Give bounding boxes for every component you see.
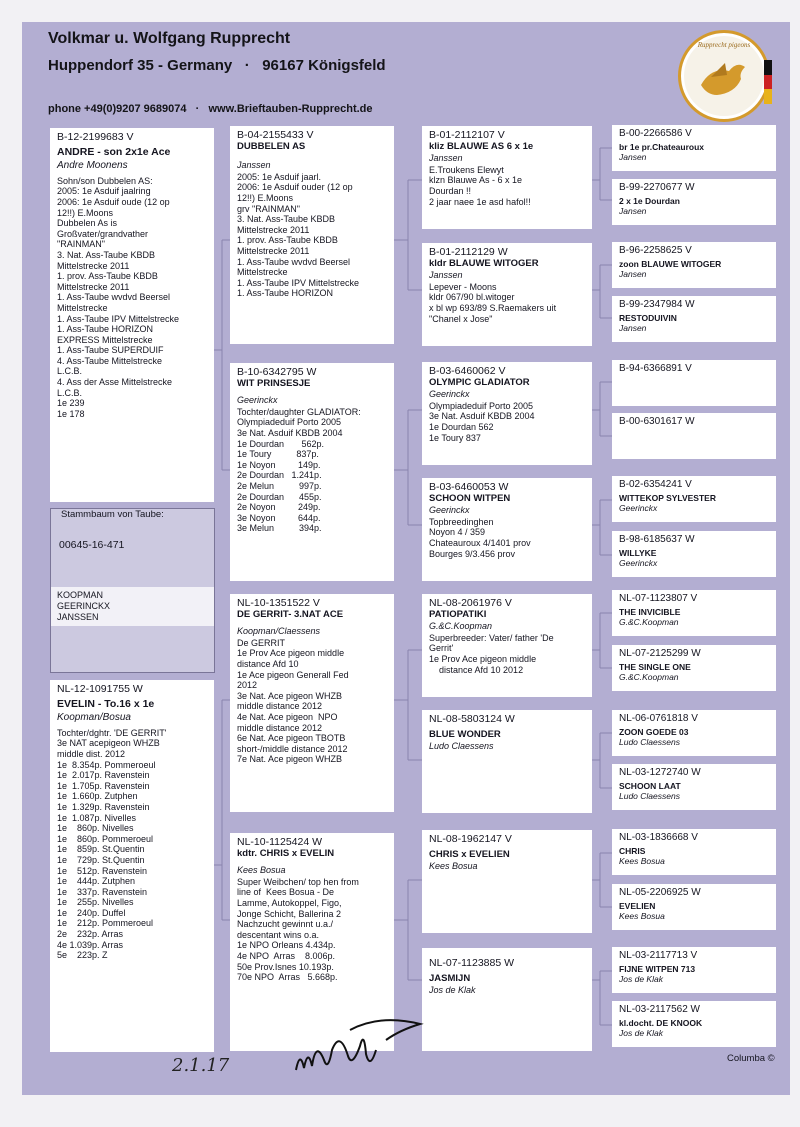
ggg-ring: B-00-6301617 W [619,416,695,427]
gp-results [237,877,387,983]
ggp-ring: NL-08-1962147 V [429,833,512,845]
result-line: 1. Ass-Taube SUPERDUIF [57,345,164,356]
great-great-grandparent-card [612,1001,776,1047]
result-line: 3e Nat. Ace pigeon WHZB [237,690,343,701]
result-line: grv "RAINMAN" [237,203,300,214]
result-line: klzn Blauwe As - 6 x 1e [429,175,523,186]
ggg-ring: B-02-6354241 V [619,479,692,490]
result-line: Bourges 9/3.456 prov [429,548,516,559]
result-line: Olympiadeduif Porto 2005 [429,400,534,411]
result-line: short-/middle distance 2012 [237,743,348,754]
result-line: Jonge Schicht, Ballerina 2 [237,908,342,919]
ggg-breeder: Jos de Klak [619,974,663,985]
result-line: 1. Ass-Taube HORIZON [237,288,334,299]
result-line: Mittelstrecke 2011 [57,281,130,292]
lineage-line: GEERINCKX [57,601,111,611]
result-line: 1e 512p. Ravenstein [57,865,148,876]
ggg-ring: NL-03-2117713 V [619,950,698,961]
result-line: Noyon 4 / 359 [429,527,486,538]
ggg-breeder: Geerinckx [619,503,658,514]
ggp-name: JASMIJN [429,972,471,984]
ggg-name: WITTEKOP SYLVESTER [619,492,716,503]
ggg-breeder: Ludo Claessens [619,791,680,802]
result-line: 1. prov. Ass-Taube KBDB [237,235,338,246]
ggg-ring: B-99-2347984 W [619,299,695,310]
dam-results [57,728,207,961]
result-line: 5e 223p. Z [57,950,108,961]
ggp-breeder: Geerinckx [429,505,470,516]
great-great-grandparent-card [612,590,776,636]
result-line: middle dist. 2012 [57,748,126,759]
result-line: Superbreeder: Vater/ father 'De [429,632,554,643]
ggg-name: EVELIEN [619,900,656,911]
result-line: 1e 729p. St.Quentin [57,854,145,865]
ggg-name: SCHOON LAAT [619,780,681,791]
result-line: 3e Nat. Asduif KBDB 2004 [429,411,535,422]
signature-date: 2.1.17 [172,1055,230,1076]
result-line: 1. Ass-Taube HORIZON [57,324,154,335]
result-line: 3. Nat. Ass-Taube KBDB [57,249,156,260]
dam-card [50,680,214,1052]
result-line: 12!!) E.Moons [237,192,294,203]
gp-name: DE GERRIT- 3.NAT ACE [237,608,344,620]
sire-card [50,128,214,502]
ggg-ring: B-99-2270677 W [619,182,695,193]
ggg-breeder: Ludo Claessens [619,737,680,748]
gp-name: WIT PRINSESJE [237,377,311,389]
result-line: 1e 239 [57,398,85,409]
result-line: Tochter/daughter GLADIATOR: [237,406,361,417]
ggp-ring: B-03-6460053 W [429,481,509,493]
ggp-results [429,165,585,207]
ggg-ring: NL-07-1123807 V [619,593,698,604]
dam-ring: NL-12-1091755 W [57,683,143,695]
result-line: 1e 212p. Pommeroeul [57,918,154,929]
result-line: "RAINMAN" [57,239,105,250]
ggp-breeder: Janssen [429,270,463,281]
result-line: 1e Toury 837p. [237,449,319,460]
lineage-line: JANSSEN [57,612,99,622]
result-line: 1. Ass-Taube wvdvd Beersel [57,292,171,303]
result-line: 1e Dourdan 562p. [237,438,325,449]
ggg-breeder: Jansen [619,206,647,217]
ggg-breeder: Jansen [619,269,647,280]
result-line: line of Kees Bosua - De [237,887,335,898]
great-great-grandparent-card [612,242,776,288]
ggg-ring: NL-03-2117562 W [619,1004,700,1015]
ggg-name: 2 x 1e Dourdan [619,195,680,206]
result-line: 70e NPO Arras 5.668p. [237,972,338,983]
ggp-breeder: G.&C.Koopman [429,621,493,632]
grandparent-card [230,594,394,812]
gp-name: DUBBELEN AS [237,140,306,152]
result-line: 1. Ass-Taube wvdvd Beersel [237,256,351,267]
gp-ring: NL-10-1351522 V [237,597,320,609]
result-line: Gerrit' [429,643,454,654]
result-line: L.C.B. [57,387,83,398]
ggp-name: BLUE WONDER [429,728,501,740]
ggg-breeder: Kees Bosua [619,856,665,867]
publisher-mark: Columba © [727,1053,775,1064]
ggp-ring: B-03-6460062 V [429,365,506,377]
result-line: 2e Noyon 249p. [237,502,321,513]
ggg-name: WILLYKE [619,547,657,558]
result-line: 1. Ass-Taube IPV Mittelstrecke [57,313,180,324]
result-line: 1. prov. Ass-Taube KBDB [57,271,158,282]
sire-breeder: Andre Moonens [57,160,128,172]
result-line: 3. Nat. Ass-Taube KBDB [237,214,336,225]
ggg-breeder: Jos de Klak [619,1028,663,1039]
great-great-grandparent-card [612,413,776,459]
great-grandparent-card [422,948,592,1051]
result-line: Mittelstrecke 2011 [237,224,310,235]
gp-results [237,638,387,765]
result-line: 2e Dourdan 1.241p. [237,470,322,481]
gp-ring: B-04-2155433 V [237,129,314,141]
result-line: 1e 1.660p. Zutphen [57,791,138,802]
result-line: 2006: 1e Asduif oude (12 op [57,196,170,207]
gp-breeder: Kees Bosua [237,865,286,876]
result-line: De GERRIT [237,637,286,648]
gp-ring: B-10-6342795 W [237,366,317,378]
grandparent-card [230,363,394,581]
ggg-ring: NL-06-0761818 V [619,713,698,724]
ggp-results [429,282,585,324]
result-line: 1e 860p. Pommeroeul [57,833,154,844]
ggg-name: kl.docht. DE KNOOK [619,1017,703,1028]
result-line: 1e Ace pigeon Generall Fed [237,669,349,680]
subject-ring: 00645-16-471 [59,539,125,551]
result-line: 1e 337p. Ravenstein [57,886,148,897]
result-line: "Chanel x Jose" [429,313,493,324]
ggg-ring: NL-07-2125299 W [619,648,701,659]
result-line: 2e Melun 997p. [237,480,322,491]
result-line: 1e Toury 837 [429,432,481,443]
ggp-ring: NL-08-2061976 V [429,597,512,609]
result-line: 1e 859p. St.Quentin [57,844,145,855]
great-grandparent-card [422,243,592,346]
ggp-ring: NL-07-1123885 W [429,957,515,969]
dam-breeder: Koopman/Bosua [57,712,131,724]
gp-breeder: Geerinckx [237,395,278,406]
result-line: 3e Melun 394p. [237,523,322,534]
sire-ring: B-12-2199683 V [57,131,134,143]
ggg-name: zoon BLAUWE WITOGER [619,258,722,269]
ggg-ring: B-94-6366891 V [619,363,692,374]
result-line: 2 jaar naee 1e asd hafol!! [429,196,531,207]
ggg-name: FIJNE WITPEN 713 [619,963,696,974]
result-line: Chateauroux 4/1401 prov [429,537,531,548]
ggg-ring: B-98-6185637 W [619,534,695,545]
ggg-name: THE SINGLE ONE [619,661,691,672]
ggg-ring: NL-03-1836668 V [619,832,698,843]
ggp-breeder: Geerinckx [429,389,470,400]
result-line: Sohn/son Dubbelen AS: [57,175,153,186]
result-line: 2012 [237,680,258,691]
ggg-breeder: Jansen [619,152,647,163]
ggp-name: OLYMPIC GLADIATOR [429,376,530,388]
subject-label: Stammbaum von Taube: [61,509,164,520]
ggp-name: SCHOON WITPEN [429,492,511,504]
ggp-ring: B-01-2112129 W [429,246,508,258]
great-great-grandparent-card [612,764,776,810]
result-line: E.Troukens Elewyt [429,164,504,175]
great-great-grandparent-card [612,125,776,171]
ggp-breeder: Kees Bosua [429,861,478,872]
result-line: 1e Noyon 149p. [237,459,321,470]
result-line: x bl wp 693/89 S.Raemakers uit [429,302,557,313]
ggp-name: CHRIS x EVELIEN [429,848,510,860]
result-line: 4e 1.039p. Arras [57,939,124,950]
handwritten-signature [290,1010,430,1080]
sire-name: ANDRE - son 2x1e Ace [57,145,171,158]
gp-breeder: Koopman/Claessens [237,626,321,637]
breeder-address: Huppendorf 35 - Germany · 96167 Königsfeld [48,57,386,74]
result-line: 4e NPO Arras 8.006p. [237,950,336,961]
result-line: 2006: 1e Asduif ouder (12 op [237,182,353,193]
ggp-breeder: Janssen [429,153,463,164]
result-line: 2005: 1e Asduif jaarl. [237,171,322,182]
ggg-name: ZOON GOEDE 03 [619,726,689,737]
subject-pigeon-box [50,508,215,673]
great-grandparent-card [422,830,592,933]
grandparent-card [230,126,394,344]
ggg-breeder: Kees Bosua [619,911,665,922]
result-line: 1e 860p. Nivelles [57,823,134,834]
gp-breeder: Janssen [237,160,271,171]
gp-results [237,407,387,534]
result-line: 1e 8.354p. Pommeroeul [57,759,156,770]
ggg-name: RESTODUIVIN [619,312,677,323]
result-line: Dubbelen As is [57,218,118,229]
result-line: 1e NPO Orleans 4.434p. [237,940,336,951]
result-line: middle distance 2012 [237,701,323,712]
result-line: 2e Dourdan 455p. [237,491,322,502]
ggg-name: br 1e pr.Chateauroux [619,141,705,152]
result-line: kldr 067/90 bl.witoger [429,292,515,303]
result-line: Topbreedinghen [429,516,494,527]
ggp-name: PATIOPATIKI [429,608,487,620]
result-line: 50e Prov.Isnes 10.193p. [237,961,334,972]
ggg-name: THE INVICIBLE [619,606,681,617]
result-line: Mittelstrecke [237,267,288,278]
result-line: Mittelstrecke [57,302,108,313]
result-line: Lamme, Autokoppel, Figo, [237,897,342,908]
great-grandparent-card [422,710,592,813]
result-line: 1e 1.705p. Ravenstein [57,780,150,791]
result-line: Dourdan !! [429,185,472,196]
ggp-ring: NL-08-5803124 W [429,713,515,725]
great-great-grandparent-card [612,360,776,406]
great-great-grandparent-card [612,947,776,993]
gp-results [237,172,387,299]
gp-name: kdtr. CHRIS x EVELIN [237,847,335,859]
result-line: 4e Nat. Ace pigeon NPO [237,711,338,722]
great-great-grandparent-card [612,829,776,875]
dam-name: EVELIN - To.16 x 1e [57,697,155,710]
result-line: 12!!) E.Moons [57,207,114,218]
gp-ring: NL-10-1125424 W [237,836,323,848]
ggg-breeder: G.&C.Koopman [619,672,679,683]
result-line: 1e 1.087p. Nivelles [57,812,137,823]
ggg-name: CHRIS [619,845,646,856]
result-line: 2005: 1e Asduif jaalring [57,186,151,197]
result-line: 3e Noyon 644p. [237,512,321,523]
result-line: 1e 444p. Zutphen [57,876,136,887]
result-line: 4. Ass-Taube Mittelstrecke [57,355,163,366]
great-great-grandparent-card [612,476,776,522]
ggg-ring: B-96-2258625 V [619,245,692,256]
subject-lineage [51,587,214,626]
result-line: EXPRESS Mittelstrecke [57,334,153,345]
ggg-breeder: Jansen [619,323,647,334]
great-great-grandparent-card [612,179,776,225]
result-line: Mittelstrecke 2011 [237,245,310,256]
result-line: Lepever - Moons [429,281,497,292]
result-line: Super Weibchen/ top hen from [237,876,359,887]
result-line: 3e Nat. Asduif KBDB 2004 [237,427,343,438]
great-great-grandparent-card [612,884,776,930]
result-line: 2e 232p. Arras [57,929,124,940]
result-line: descentant wins o.a. [237,929,320,940]
result-line: middle distance 2012 [237,722,323,733]
ggg-ring: NL-05-2206925 W [619,887,701,898]
ggp-ring: B-01-2112107 V [429,129,505,141]
result-line: 7e Nat. Ace pigeon WHZB [237,754,343,765]
result-line: L.C.B. [57,366,83,377]
sire-results [57,176,207,420]
result-line: Olympiadeduif Porto 2005 [237,417,342,428]
result-line: 1e Dourdan 562 [429,421,494,432]
ggp-breeder: Jos de Klak [429,985,476,996]
ggp-name: kliz BLAUWE AS 6 x 1e [429,140,534,152]
result-line: 1e Prov Ace pigeon middle [429,653,537,664]
ggg-ring: B-00-2266586 V [619,128,692,139]
great-great-grandparent-card [612,531,776,577]
result-line: 1e 240p. Duffel [57,907,126,918]
result-line: 4. Ass der Asse Mittelstrecke [57,377,173,388]
result-line: 1e 2.017p. Ravenstein [57,770,150,781]
great-great-grandparent-card [612,296,776,342]
breeder-contact: phone +49(0)9207 9689074 · www.Brieftauben-Rupprecht.de [48,103,373,115]
result-line: distance Afd 10 2012 [429,664,524,675]
result-line: 1e Prov Ace pigeon middle [237,648,345,659]
result-line: Großvater/grandvather [57,228,149,239]
ggp-breeder: Ludo Claessens [429,741,494,752]
great-great-grandparent-card [612,645,776,691]
ggg-breeder: G.&C.Koopman [619,617,679,628]
ggp-results [429,633,585,675]
great-grandparent-card [422,594,592,697]
result-line: Mittelstrecke 2011 [57,260,130,271]
ggg-breeder: Geerinckx [619,558,658,569]
great-grandparent-card [422,126,592,229]
great-grandparent-card [422,362,592,465]
result-line: 6e Nat. Ace pigeon TBOTB [237,733,346,744]
breeder-name: Volkmar u. Wolfgang Rupprecht [48,30,291,47]
result-line: 1e 1.329p. Ravenstein [57,801,150,812]
result-line: Tochter/dghtr. 'DE GERRIT' [57,727,167,738]
ggp-name: kldr BLAUWE WITOGER [429,257,539,269]
result-line: 1e 255p. Nivelles [57,897,134,908]
lineage-line: KOOPMAN [57,590,104,600]
great-grandparent-card [422,478,592,581]
ggp-results [429,401,585,443]
logo-text: Rupprecht pigeons [697,41,751,49]
result-line: 3e NAT acepigeon WHZB [57,738,160,749]
great-great-grandparent-card [612,710,776,756]
result-line: distance Afd 10 [237,658,299,669]
ggp-results [429,517,585,559]
ggg-ring: NL-03-1272740 W [619,767,701,778]
result-line: 1e 178 [57,408,85,419]
result-line: 1. Ass-Taube IPV Mittelstrecke [237,277,360,288]
result-line: Nachzucht gewinnt u.a./ [237,919,334,930]
